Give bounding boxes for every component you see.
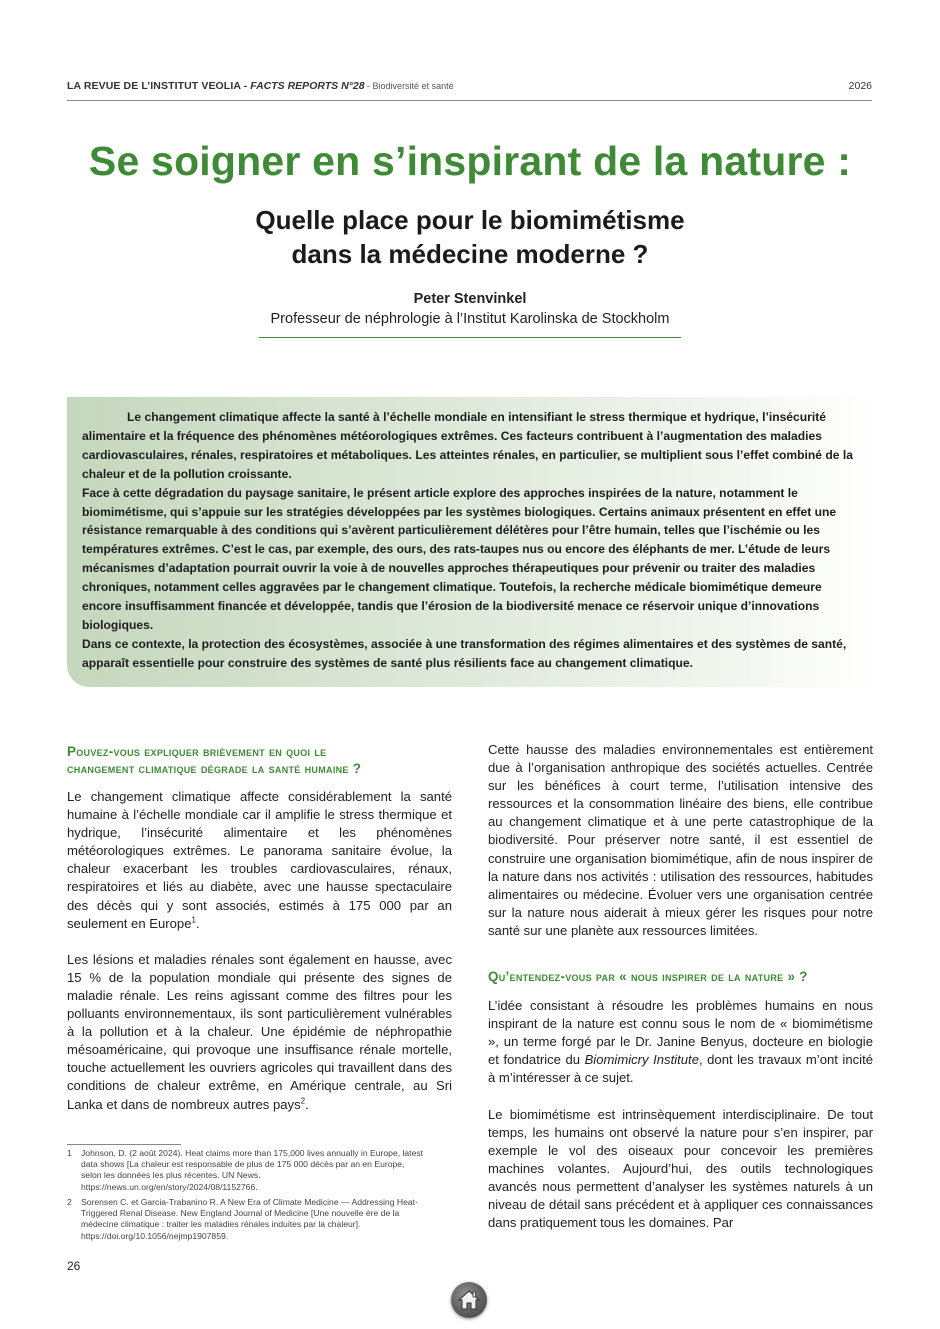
question-heading-2: Qu’entendez-vous par « nous inspirer de la nature » ? (488, 969, 808, 985)
affiliation-divider (259, 337, 681, 338)
footnote-divider (67, 1144, 181, 1145)
left-paragraph-1-text: Le changement climatique affecte considérablement la santé humaine à l’échelle mondiale car il amplifie le stress thermique et hydrique, l’insécurité alimentaire et les phénomènes météorologiques extrêmes. Le panorama sanitaire évolue, la chaleur exacerbant les troubles cardiovasculaires, rénaux, respiratoires et liés au diabète, avec une hausse spectaculaire des décès qui y sont associés, estimés à 175 000 par an seulement en Europe (67, 789, 452, 931)
right-paragraph-2 (488, 997, 873, 1087)
header-divider (67, 100, 872, 101)
subtitle-line-1: Quelle place pour le biomimétisme (255, 205, 685, 235)
author-name: Peter Stenvinkel (413, 291, 527, 307)
left-paragraph-1-end: . (195, 915, 200, 931)
right-column (488, 741, 873, 1232)
abstract-paragraph-3: Dans ce contexte, la protection des écosystèmes, associée à une transformation des régimes alimentaires et des systèmes de santé, apparaît essentielle pour construire des systèmes de santé plus résilients face au changement climatique. (82, 636, 847, 670)
question-heading-1-line-1: Pouvez-vous expliquer brièvement en quoi le (67, 744, 327, 759)
running-head (67, 80, 454, 92)
author-affiliation: Professeur de néphrologie à l’Institut Karolinska de Stockholm (270, 311, 670, 327)
left-column (67, 743, 452, 1114)
left-paragraph-1 (67, 788, 452, 933)
footnote-1 (67, 1148, 427, 1193)
subtitle (0, 203, 940, 271)
subtitle-line-2: dans la médecine moderne ? (291, 239, 649, 269)
right-paragraph-1: Cette hausse des maladies environnementales est entièrement due à l’organisation anthropique des sociétés actuelles. Centrée sur les bénéfices à court terme, l’utilisation intensive des ressources et la consommation linéaire des biens, elle contribue au changement climatique et à une perte catastrophique de la biodiversité. Pour préserver notre santé, il est essentiel de construire une organisation biomimétique, afin de nous inspirer de la nature dans nos activités : utilisation des ressources, habitudes alimentaires ou médecine. Évoluer vers une organisation centrée sur la nature nous aiderait à mieux gérer les risques pour notre santé sur une planète aux ressources limitées. (488, 742, 873, 938)
footnote-ref-2[interactable]: 2 (300, 1096, 306, 1106)
home-button[interactable] (451, 1282, 487, 1318)
abstract-paragraph-1: Le changement climatique affecte la santé à l’échelle mondiale en intensifiant le stress thermique et hydrique, l’insécurité alimentaire et la fréquence des phénomènes météorologiques extrêmes. Ces facteurs contribuent à l’augmentation des maladies cardiovasculaires, rénales, respiratoires et métaboliques. Les atteintes rénales, en particulier, se multiplient sous l’effet combiné de la chaleur et de la pollution croissante. (82, 410, 853, 481)
right-paragraph-2-text-b: , dont les travaux m’ont incité à m’intéresser à ce sujet. (488, 1052, 874, 1086)
footnote-1-text: Johnson, D. (2 août 2024). Heat claims more than 175,000 lives annually in Europe, latest data shows [La chaleur est responsable de plus de 175 000 décès par an en Europe, selon les données les plus récentes. UN News. https://news.un.org/en/story/2024/08/1152766. (81, 1148, 424, 1192)
journal-name: LA REVUE DE L’INSTITUT VEOLIA - (67, 80, 251, 92)
year: 2026 (848, 80, 872, 92)
footnote-2-number: 2 (67, 1197, 72, 1207)
right-paragraph-2-text-a: L’idée consistant à résoudre les problèmes humains en nous inspirant de la nature est connu sous le nom de « biomimétisme », un terme forgé par le Dr. Janine Benyus, docteure en biologie et fondatrice du (488, 998, 873, 1068)
home-icon (457, 1288, 481, 1312)
left-paragraph-2-text: Les lésions et maladies rénales sont également en hausse, avec 15 % de la population mondiale qui présente des signes de maladie rénale. Les reins agissant comme des filtres pour les polluants environnementaux, ils sont particulièrement vulnérables à la pollution et à la chaleur. Une épidémie de néphropathie mésoaméricaine, qui provoque une insuffisance rénale mortelle, touche actuellement les ouvriers agricoles qui travaillent dans des conditions de chaleur extrême, en Amérique centrale, au Sri Lanka et dans de nombreux autres pays (67, 951, 452, 1112)
abstract-box (67, 397, 875, 687)
question-heading-1 (67, 743, 452, 777)
biomimicry-institute-name: Biomimicry Institute (584, 1052, 699, 1068)
footnote-2-text: Sorensen C. et Garcia-Trabanino R. A New Era of Climate Medicine — Addressing Heat-Triggered Renal Disease. New England Journal of Medicine [Une nouvelle ère de la médecine climatique : traiter les maladies rénales induites par la chaleur]. https://doi.org/10.1056/nejmp1907859. (81, 1197, 418, 1241)
footnote-2 (67, 1197, 427, 1242)
left-paragraph-2 (67, 951, 452, 1114)
page-number: 26 (67, 1259, 81, 1273)
question-heading-1-line-2: changement climatique dégrade la santé humaine ? (67, 761, 362, 776)
footnote-ref-1[interactable]: 1 (191, 915, 196, 925)
abstract-paragraph-2: Face à cette dégradation du paysage sanitaire, le présent article explore des approches inspirées de la nature, notamment le biomimétisme, qui s’appuie sur les stratégies développées par les systèmes biologiques. Certains animaux présentent en effet une résistance remarquable à des conditions qui s’avèrent particulièrement délétères pour l’être humain, telles que l’ischémie ou les températures extrêmes. C’est le cas, par exemple, des ours, des rats-taupes nus ou encore des éléphants de mer. L’étude de leurs mécanismes d’adaptation pourrait ouvrir la voie à de nouvelles approches thérapeutiques pour prévenir ou traiter des maladies chroniques, notamment celles aggravées par le changement climatique. Toutefois, la recherche médicale biomimétique demeure encore insuffisamment financée et développée, tandis que l’érosion de la biodiversité menace ce réservoir unique d’innovations biologiques. (82, 485, 837, 632)
left-paragraph-2-end: . (305, 1096, 309, 1112)
series-name: FACTS REPORTS N°28 (250, 80, 365, 92)
footnote-1-number: 1 (67, 1148, 72, 1158)
page-title: Se soigner en s’inspirant de la nature : (88, 138, 852, 184)
right-paragraph-3: Le biomimétisme est intrinsèquement interdisciplinaire. De tout temps, les humains ont observé la nature pour s’en inspirer, par exemple le vol des oiseaux pour concevoir les premières machines volantes. Aujourd’hui, des outils technologiques avancés nous permettent d’analyser les systèmes naturels à un niveau de détail sans précédent et à appliquer ces connaissances dans pratiquement tous les domaines. Par (488, 1106, 873, 1231)
section-name: - Biodiversité et santé (364, 81, 454, 91)
